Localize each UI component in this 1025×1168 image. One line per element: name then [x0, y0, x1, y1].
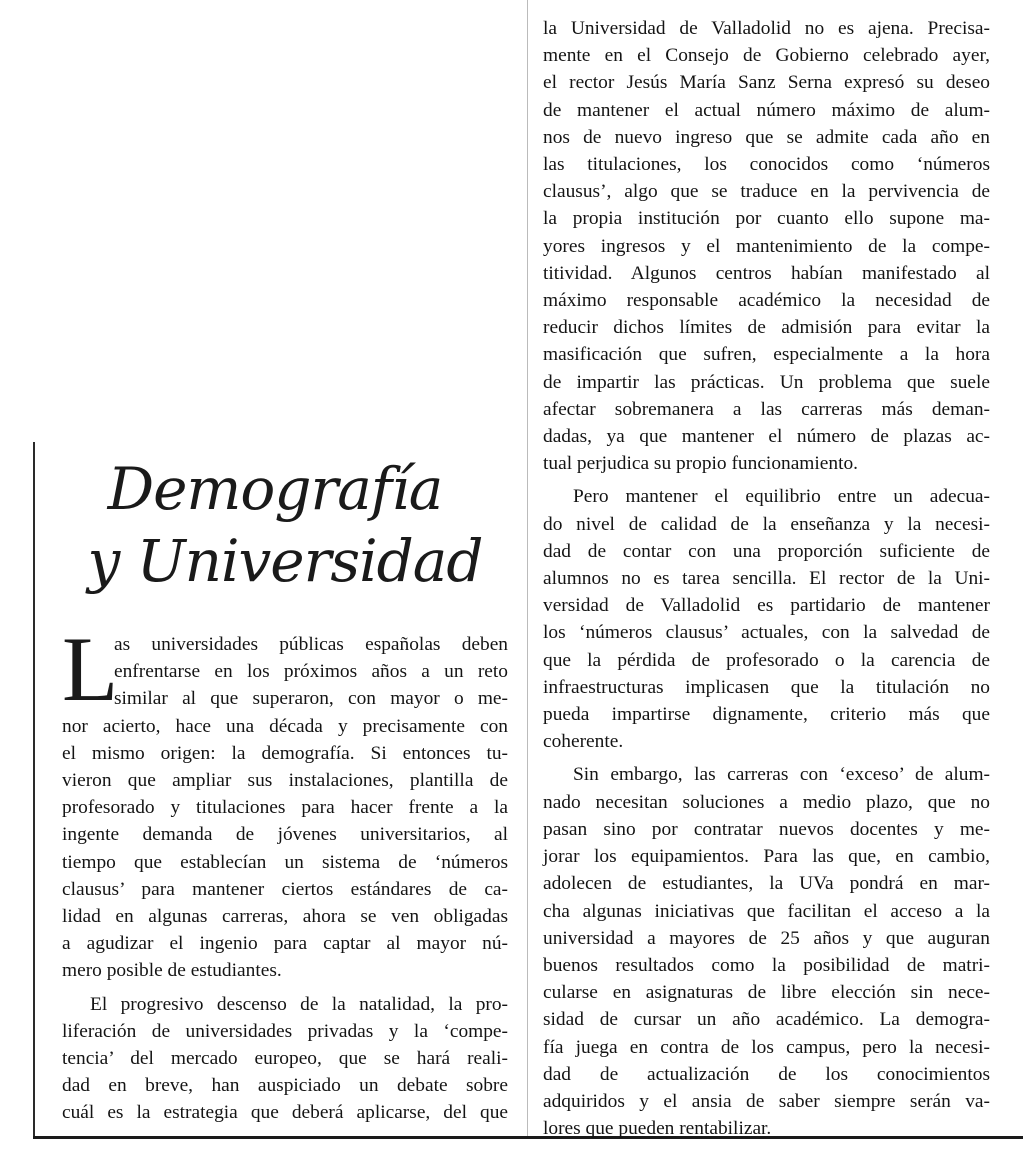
- text-line: que la pérdida de profesorado o la carencia de: [543, 649, 990, 671]
- right-paragraph-1: [543, 15, 990, 477]
- text-line: dad de contar con una proporción suficiente de: [543, 540, 990, 562]
- text-line: versidad de Valladolid es partidario de mantener: [543, 595, 990, 617]
- text-line: cha algunas iniciativas que facilitan el acceso a la: [543, 900, 990, 922]
- text-line: sidad de cursar un año académico. La demogra-: [543, 1009, 990, 1031]
- text-line: nor acierto, hace una década y precisamente con: [62, 715, 508, 737]
- text-line: yores ingresos y el mantenimiento de la compe-: [543, 235, 990, 257]
- text-line: los ‘números clausus’ actuales, con la salvedad de: [543, 622, 990, 644]
- text-line: universidad a mayores de 25 años y que auguran: [543, 927, 990, 949]
- text-line: clausus’ para mantener ciertos estándares de ca-: [62, 878, 508, 900]
- right-paragraph-2: [543, 483, 990, 755]
- text-line: do nivel de calidad de la enseñanza y la necesi-: [543, 513, 990, 535]
- text-line: titividad. Algunos centros habían manifestado al: [543, 262, 990, 284]
- text-line: tiempo que establecían un sistema de ‘números: [62, 851, 508, 873]
- text-line: Pero mantener el equilibrio entre un adecua-: [573, 486, 990, 508]
- text-line: tencia’ del mercado europeo, que se hará reali-: [62, 1048, 508, 1070]
- text-line: las titulaciones, los conocidos como ‘números: [543, 154, 990, 176]
- right-paragraph-3: [543, 761, 990, 1142]
- text-line: dad en breve, han auspiciado un debate sobre: [62, 1075, 508, 1097]
- text-line: dadas, ya que mantener el número de plazas ac-: [543, 426, 990, 448]
- text-line: fía juega en contra de los campus, pero la necesi-: [543, 1036, 990, 1058]
- text-line: cuál es la estrategia que deberá aplicarse, del que: [62, 1102, 508, 1124]
- text-line: El progresivo descenso de la natalidad, la pro-: [90, 993, 508, 1015]
- text-line: lores que pueden rentabilizar.: [543, 1118, 772, 1140]
- text-line: el mismo origen: la demografía. Si entonces tu-: [62, 742, 508, 764]
- text-line: clausus’, algo que se traduce en la pervivencia de: [543, 181, 990, 203]
- text-line: el rector Jesús María Sanz Serna expresó su deseo: [543, 72, 990, 94]
- text-line: ingente demanda de jóvenes universitarios, al: [62, 824, 508, 846]
- headline-line-2: y Universidad: [87, 527, 483, 595]
- text-line: dad de actualización de los conocimientos: [543, 1063, 990, 1085]
- text-line: reducir dichos límites de admisión para evitar la: [543, 317, 990, 339]
- text-line: mero posible de estudiantes.: [62, 960, 282, 982]
- text-line: infraestructuras implicasen que la titulación no: [543, 676, 990, 698]
- text-line: coherente.: [543, 731, 624, 753]
- headline-line-1: Demografía: [107, 455, 443, 523]
- text-line: a agudizar el ingenio para captar al mayor nú-: [62, 933, 508, 955]
- text-line: vieron que ampliar sus instalaciones, plantilla de: [62, 770, 508, 792]
- right-column: [543, 15, 990, 1142]
- text-line: máximo responsable académico la necesidad de: [543, 290, 990, 312]
- text-line: buenos resultados como la posibilidad de matri-: [543, 954, 990, 976]
- text-line: liferación de universidades privadas y la ‘compe-: [62, 1020, 508, 1042]
- text-line: la propia institución por cuanto ello supone ma-: [543, 208, 990, 230]
- text-line: alumnos no es tarea sencilla. El rector de la Uni-: [543, 568, 990, 590]
- text-line: nado necesitan soluciones a medio plazo, que no: [543, 791, 990, 813]
- text-line: masificación que sufren, especialmente a la hora: [543, 344, 990, 366]
- text-line: pueda impartirse dignamente, criterio más que: [543, 704, 990, 726]
- text-line: tual perjudica su propio funcionamiento.: [543, 453, 859, 475]
- text-line: cularse en asignaturas de libre elección sin nece-: [543, 982, 990, 1004]
- text-line: as universidades públicas españolas deben: [114, 634, 508, 655]
- text-line: mente en el Consejo de Gobierno celebrado ayer,: [543, 45, 990, 67]
- text-line: adolecen de estudiantes, la UVa pondrá en mar-: [543, 873, 990, 895]
- text-line: la Universidad de Valladolid no es ajena. Precisa-: [543, 18, 990, 39]
- text-line: pasan sino por contratar nuevos docentes y me-: [543, 818, 990, 840]
- text-line: profesorado y titulaciones para hacer frente a la: [62, 797, 508, 819]
- text-line: de mantener el actual número máximo de alum-: [543, 99, 990, 121]
- intro-paragraph: [62, 618, 508, 985]
- text-line: adquiridos y el ansia de saber siempre serán va-: [543, 1090, 990, 1112]
- text-line: de impartir las prácticas. Un problema que suele: [543, 371, 990, 393]
- drop-cap: L: [62, 618, 119, 720]
- text-line: similar al que superaron, con mayor o me-: [114, 688, 508, 710]
- second-paragraph-left: [62, 991, 508, 1127]
- text-line: jorar los equipamientos. Para las que, en cambio,: [543, 846, 990, 868]
- text-line: afectar sobremanera a las carreras más deman-: [543, 398, 990, 420]
- text-line: enfrentarse en los próximos años a un reto: [114, 661, 508, 683]
- left-column-body: [62, 618, 508, 1127]
- text-line: lidad en algunas carreras, ahora se ven obligadas: [62, 906, 508, 928]
- text-line: nos de nuevo ingreso que se admite cada año en: [543, 126, 990, 148]
- text-line: Sin embargo, las carreras con ‘exceso’ de alum-: [573, 764, 990, 786]
